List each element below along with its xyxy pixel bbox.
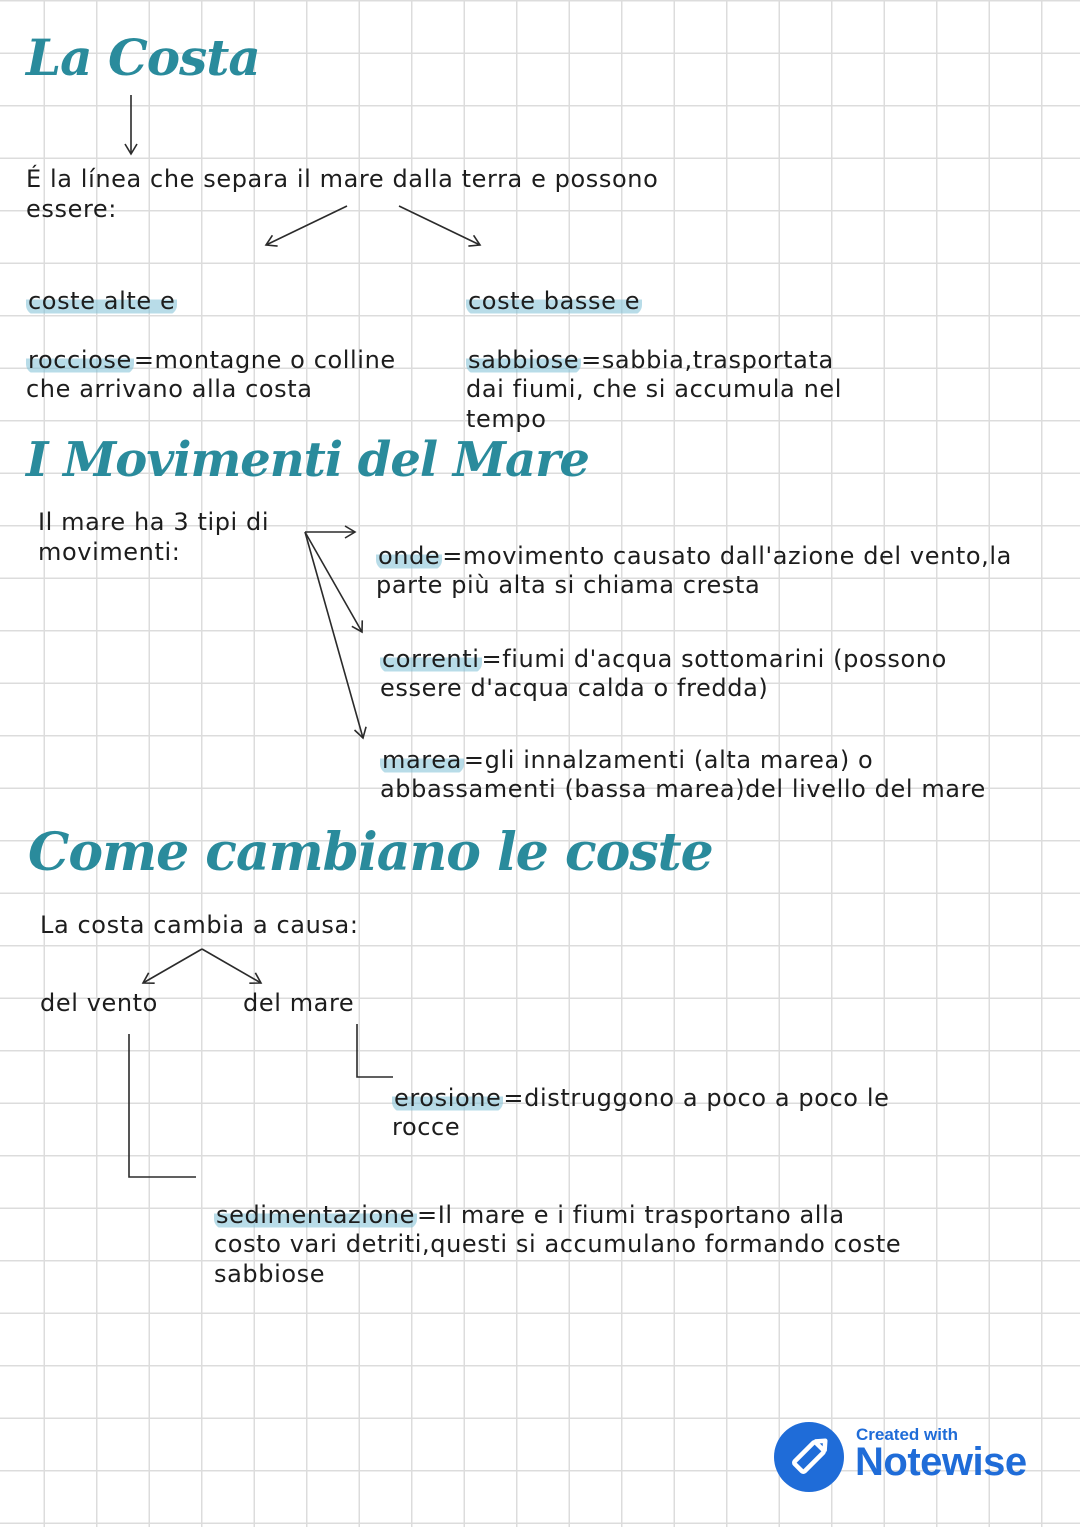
coste-alte-description: =montagne o colline che arrivano alla costa (26, 345, 396, 403)
vento-connector (129, 1034, 196, 1177)
section-title-come-cambiano: Come cambiano le coste (28, 822, 713, 883)
marea-description: =gli innalzamenti (alta marea) o abbassamenti (bassa marea)del livello del mare (380, 745, 986, 803)
onde-term: onde (378, 541, 441, 570)
cambia-intro: La costa cambia a causa: (40, 911, 359, 939)
cause-vento: del vento (40, 989, 158, 1017)
logo-created-with: Created with (856, 1425, 959, 1444)
coste-alte-term: coste alte e (28, 286, 176, 315)
pencil-icon (774, 1422, 844, 1492)
section-title-la-costa: La Costa (26, 28, 260, 87)
costa-definition: É la línea che separa il mare dalla terra e possono essere: (26, 165, 659, 223)
rocciose-term: rocciose (28, 345, 132, 374)
sedimentazione-item (214, 1171, 901, 1289)
coste-basse-term: coste basse e (468, 286, 641, 315)
coste-basse-block (466, 257, 842, 434)
marea-term: marea (382, 745, 462, 774)
correnti-description: =fiumi d'acqua sottomarini (possono essere d'acqua calda o fredda) (380, 644, 947, 702)
sedimentazione-term: sedimentazione (216, 1200, 415, 1229)
correnti-term: correnti (382, 644, 480, 673)
marea-item (380, 716, 986, 805)
onde-item (376, 512, 1012, 601)
cause-right-arrow (202, 949, 261, 983)
sedimentazione-description: =Il mare e i fiumi trasportano alla costo vari detriti,questi si accumulano formando coste sabbiose (214, 1200, 902, 1288)
sabbiose-term: sabbiose (468, 345, 580, 374)
erosione-description: =distruggono a poco a poco le rocce (392, 1083, 890, 1141)
mare-connector (357, 1024, 393, 1077)
correnti-item (380, 615, 947, 704)
erosione-term: erosione (394, 1083, 502, 1112)
marea-arrow (305, 532, 363, 738)
onde-description: =movimento causato dall'azione del vento,la parte più alta si chiama cresta (376, 541, 1012, 599)
coste-alte-block (26, 257, 396, 405)
section-title-movimenti: I Movimenti del Mare (26, 432, 589, 488)
cause-mare: del mare (243, 989, 355, 1017)
erosione-item (392, 1054, 889, 1143)
movimenti-intro: Il mare ha 3 tipi di movimenti: (38, 508, 270, 566)
logo-notewise: Notewise (855, 1440, 1027, 1484)
correnti-arrow (305, 532, 362, 632)
coste-basse-description: =sabbia,trasportata dai fiumi, che si accumula nel tempo (466, 345, 843, 433)
notewise-logo (774, 1422, 844, 1492)
cause-left-arrow (143, 949, 202, 983)
